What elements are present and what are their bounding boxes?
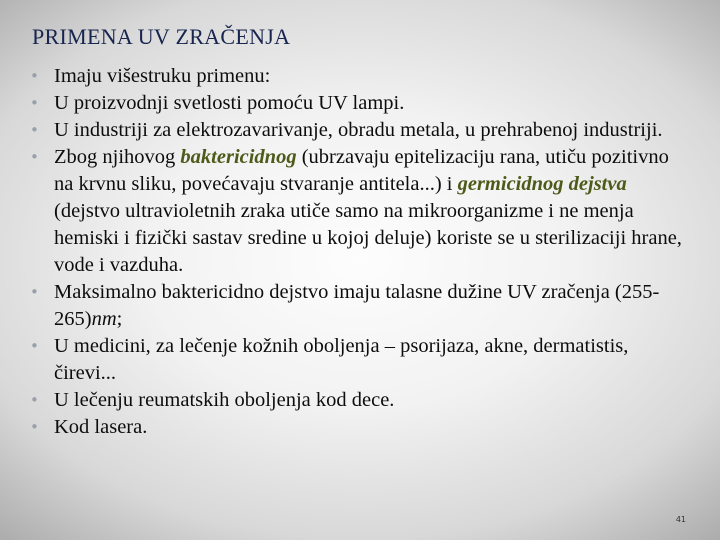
- list-item: [30, 63, 690, 90]
- bullet-text: U industriji za elektrozavarivanje, obradu metala, u prehrabenoj industriji.: [54, 119, 663, 141]
- bullet-icon: •: [30, 391, 39, 409]
- bullet-text: (dejstvo ultravioletnih zraka utiče samo na mikroorganizme i ne menja hemiski i fizički sastav sredine u kojoj deluje) koriste se u sterilizaciji hrane, vode i vazduha.: [54, 200, 682, 276]
- bullet-text: U medicini, za lečenje kožnih oboljenja – psorijaza, akne, dermatistis, čirevi...: [54, 335, 629, 384]
- bullet-text: ;: [116, 308, 123, 330]
- list-item: [30, 279, 690, 333]
- emphasis-term-baktericidnog: baktericidnog: [180, 146, 297, 168]
- page-number: 41: [675, 515, 686, 524]
- bullet-text: Imaju višestruku primenu:: [54, 65, 271, 87]
- bullet-text: (ubrzavaju epitelizaciju rana, utiču pozitivno na krvnu sliku, povećavaju stvaranje antitela...) i: [54, 146, 669, 195]
- list-item: [30, 117, 690, 144]
- bullet-icon: •: [30, 67, 39, 85]
- list-item: [30, 414, 690, 441]
- bullet-icon: •: [30, 148, 39, 166]
- bullet-text: Maksimalno baktericidno dejstvo imaju talasne dužine UV zračenja (255-265): [54, 281, 660, 330]
- slide-title: PRIMENA UV ZRAČENJA: [32, 24, 291, 49]
- bullet-icon: •: [30, 283, 39, 301]
- bullet-text: Kod lasera.: [54, 416, 148, 438]
- list-item: [30, 333, 690, 387]
- emphasis-term-germicidnog: germicidnog dejstva: [457, 173, 627, 195]
- bullet-list: [30, 63, 690, 441]
- bullet-text: U lečenju reumatskih oboljenja kod dece.: [54, 389, 395, 411]
- unit-nm: nm: [91, 308, 117, 330]
- bullet-icon: •: [30, 121, 39, 139]
- list-item: [30, 387, 690, 414]
- bullet-text: U proizvodnji svetlosti pomoću UV lampi.: [54, 92, 405, 114]
- bullet-icon: •: [30, 337, 39, 355]
- list-item: [30, 90, 690, 117]
- bullet-icon: •: [30, 94, 39, 112]
- bullet-text: Zbog njihovog: [54, 146, 181, 168]
- list-item: [30, 144, 690, 279]
- bullet-icon: •: [30, 418, 39, 436]
